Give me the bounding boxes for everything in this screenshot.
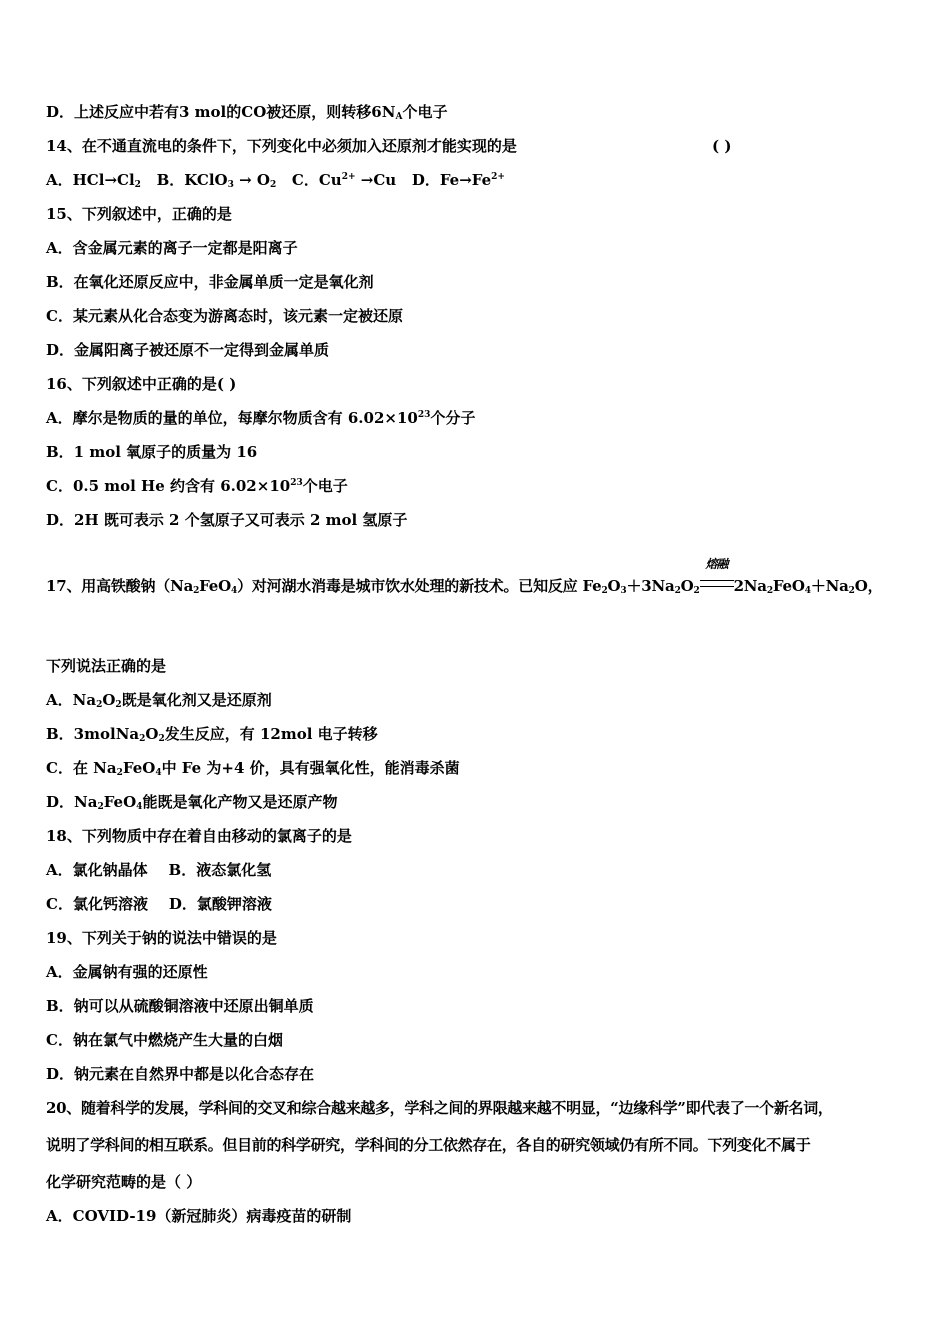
q17-option-d: D．$Na_2FeO_4$能既是氧化产物又是还原产物 xyxy=(46,793,338,812)
q16-stem: 16、下列叙述中正确的是( ) xyxy=(46,375,237,393)
reaction-condition-label: 熔融 xyxy=(705,557,728,571)
q17-option-b: B．$3molNa_2O_2$发生反应，有 12mol 电子转移 xyxy=(46,725,378,744)
q16-option-c: C．0.5 mol He 约含有 $6.02\times 10^{23}$个电子 xyxy=(46,477,348,495)
q15-option-a: A．含金属元素的离子一定都是阳离子 xyxy=(46,239,298,257)
reaction-condition-arrow xyxy=(700,557,734,596)
q14-stem: 14、在不通直流电的条件下，下列变化中必须加入还原剂才能实现的是 ( ) xyxy=(46,137,732,155)
q17-stem-line2: 下列说法正确的是 xyxy=(46,657,167,675)
q20-stem-line1: 20、随着科学的发展，学科间的交叉和综合越来越多，学科之间的界限越来越不明显，“边缘科学”即代表了一个新名词， xyxy=(46,1099,833,1117)
q18-options-ab: A．氯化钠晶体 B．液态氯化氢 xyxy=(46,861,272,879)
q14-options xyxy=(46,170,505,190)
q14-answer-paren: ( ) xyxy=(712,137,732,155)
q20-stem-line3: 化学研究范畴的是（ ） xyxy=(46,1173,202,1191)
q20-stem-line2: 说明了学科间的相互联系。但目前的科学研究，学科间的分工依然存在，各自的研究领域仍有所不同。下列变化不属于 xyxy=(46,1136,811,1154)
q15-option-b: B．在氧化还原反应中，非金属单质一定是氧化剂 xyxy=(46,273,374,291)
q17-stem: 17、用高铁酸钠$(Na_2FeO_4)$对河湖水消毒是城市饮水处理的新技术。已知反应 $Fe_2O_3+3Na_2O_2$ 熔融 $2Na_2FeO_4+Na_2O$， xyxy=(46,576,882,596)
q17-option-c: C．在 $Na_2FeO_4$中 Fe 为+4 价，具有强氧化性，能消毒杀菌 xyxy=(46,759,460,778)
q15-stem: 15、下列叙述中，正确的是 xyxy=(46,205,232,223)
q19-option-c: C．钠在氯气中燃烧产生大量的白烟 xyxy=(46,1031,283,1049)
q19-option-d: D．钠元素在自然界中都是以化合态存在 xyxy=(46,1065,315,1083)
q14-option-c: C．$Cu^{2+} \to Cu$ xyxy=(291,171,397,189)
q18-options-cd: C．氯化钙溶液 D．氯酸钾溶液 xyxy=(46,895,272,913)
q19-option-a: A．金属钠有强的还原性 xyxy=(46,963,208,981)
q18-stem: 18、下列物质中存在着自由移动的氯离子的是 xyxy=(46,827,352,845)
q19-option-b: B．钠可以从硫酸铜溶液中还原出铜单质 xyxy=(46,997,314,1015)
q15-option-d: D．金属阳离子被还原不一定得到金属单质 xyxy=(46,341,330,359)
q16-option-b: B．1 mol 氧原子的质量为 16 xyxy=(46,443,258,461)
q14-option-a: A．$HCl\to Cl_2$ xyxy=(46,171,141,190)
q19-stem: 19、下列关于钠的说法中错误的是 xyxy=(46,929,277,947)
q17-option-a: A．$Na_2O_2$既是氧化剂又是还原剂 xyxy=(46,691,272,710)
q14-option-d: D．$Fe\to Fe^{2+}$ xyxy=(411,171,505,189)
q13-option-d: D．上述反应中若有3 mol的CO被还原，则转移$6N_A$个电子 xyxy=(46,103,448,122)
q15-option-c: C．某元素从化合态变为游离态时，该元素一定被还原 xyxy=(46,307,403,325)
q20-option-a: A．COVID-19（新冠肺炎）病毒疫苗的研制 xyxy=(46,1207,352,1225)
q14-option-b: B．KClO$_3$ → $O_2$ xyxy=(156,171,277,190)
q16-option-d: D．2H 既可表示 2 个氢原子又可表示 2 mol 氢原子 xyxy=(46,511,408,529)
q16-option-a: A．摩尔是物质的量的单位，每摩尔物质含有 $6.02\times 10^{23}$个分子 xyxy=(46,409,476,427)
